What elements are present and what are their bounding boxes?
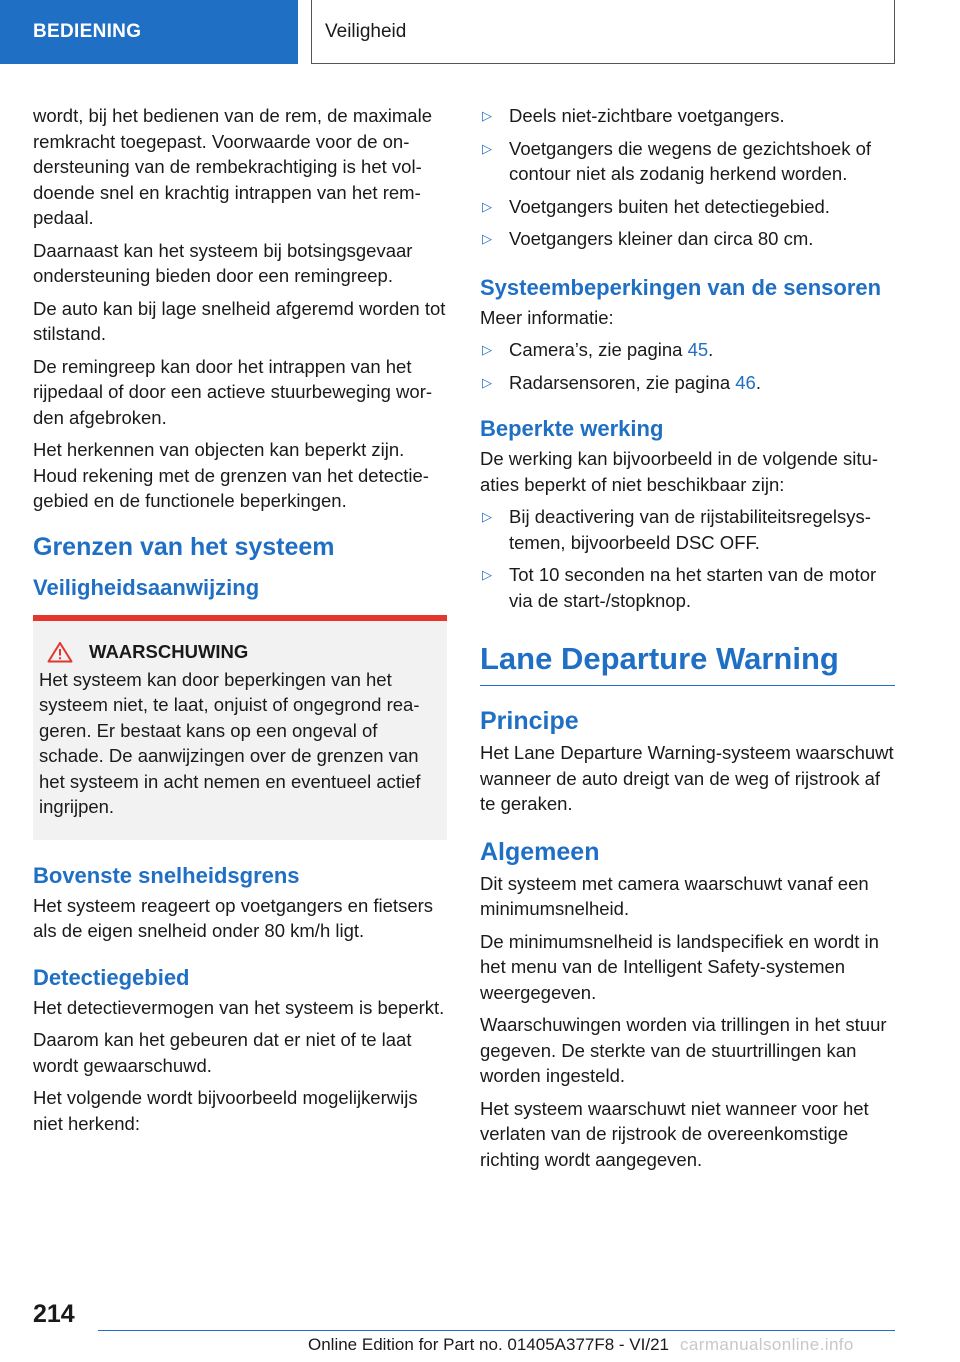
page-link-camera[interactable]: 45 — [687, 339, 709, 360]
triangle-right-icon: ▷ — [482, 108, 492, 123]
list-item — [480, 370, 895, 396]
list-item-text: Voetgangers kleiner dan circa 80 cm. — [509, 228, 814, 249]
list-item — [480, 103, 895, 129]
chapter-title: Veiligheid — [311, 0, 895, 64]
triangle-right-icon: ▷ — [482, 509, 492, 524]
list-item — [480, 504, 895, 555]
triangle-right-icon: ▷ — [482, 231, 492, 246]
paragraph: Waarschuwingen worden via trillingen in het stuur gegeven. De sterkte van de stuurtrillingen kan worden ingesteld. — [480, 1014, 887, 1086]
triangle-right-icon: ▷ — [482, 567, 492, 582]
paragraph: Het systeem reageert op voetgangers en fietsers als de eigen snelheid onder 80 km/h ligt. — [33, 894, 434, 941]
heading-safety: Veiligheidsaanwijzing — [33, 574, 260, 600]
heading-speed: Bovenste snelheidsgrens — [33, 862, 300, 888]
paragraph: Meer informatie: — [480, 306, 614, 328]
list-item-text: Tot 10 seconden na het starten van de motor via de start-/stopknop. — [509, 564, 877, 611]
list-item-text: Radarsensoren, zie pagina — [509, 371, 736, 393]
heading-detect: Detectiegebied — [33, 964, 190, 990]
list-item — [480, 562, 895, 613]
watermark: carmanualsonline.info — [680, 1335, 854, 1354]
sensor-list — [480, 337, 895, 395]
period: . — [708, 339, 714, 360]
paragraph: wordt, bij het bedienen van de rem, de maximale remkracht toegepast. Voorwaarde voor de ondersteuning van de rembekrachtiging is het voldoende snel en krachtig intrappen van het rempedaal. — [33, 105, 432, 228]
warning-triangle-icon — [47, 641, 73, 663]
heading-sensors: Systeembeperkingen van de sensoren — [480, 274, 882, 300]
page-number: 214 — [33, 1300, 75, 1328]
footer-edition: Online Edition for Part no. 01405A377F8 - VI/21 — [308, 1335, 670, 1354]
heading-limited: Beperkte werking — [480, 416, 664, 441]
heading-ldw: Lane Departure Warning — [480, 641, 839, 676]
page-link-radar[interactable]: 46 — [735, 371, 756, 393]
paragraph: Daarom kan het gebeuren dat er niet of te laat wordt gewaarschuwd. — [33, 1029, 412, 1076]
list-item — [480, 337, 895, 363]
list-item-text: Voetgangers buiten het detectiegebied. — [509, 195, 830, 217]
paragraph: De remingreep kan door het intrappen van het rijpedaal of door een actieve stuurbeweging worden afgebroken. — [33, 355, 433, 428]
paragraph: De werking kan bijvoorbeeld in de volgende situaties beperkt of niet beschikbaar zijn: — [480, 448, 878, 495]
section-tab: BEDIENING — [0, 0, 298, 64]
heading-limits: Grenzen van het systeem — [33, 532, 335, 561]
paragraph: Het Lane Departure Warning-systeem waarschuwt wanneer de auto dreigt van de weg of rijstrook af te geraken. — [480, 742, 894, 814]
paragraph: De minimumsnelheid is landspecifiek en wordt in het menu van de Intelligent Safety-systemen weergegeven. — [480, 930, 879, 1003]
heading-principle: Principe — [480, 707, 579, 735]
triangle-right-icon: ▷ — [482, 140, 492, 156]
list-item-text: Camera’s, zie pagina — [509, 339, 688, 360]
list-item-text: Deels niet-zichtbare voetgangers. — [509, 105, 785, 126]
list-item-text: Bij deactivering van de rijstabiliteitsregelsystemen, bijvoorbeeld DSC OFF. — [509, 506, 871, 553]
triangle-right-icon: ▷ — [482, 198, 492, 214]
list-item — [480, 194, 895, 220]
pedestrian-list — [480, 103, 895, 252]
warning-box — [33, 615, 447, 840]
period: . — [755, 371, 761, 393]
triangle-right-icon: ▷ — [482, 374, 492, 390]
paragraph: Het systeem waarschuwt niet wanneer voor het verlaten van de rijstrook de overeenkomstige richting wordt aangegeven. — [480, 1097, 869, 1170]
warning-title: WAARSCHUWING — [89, 640, 249, 662]
triangle-right-icon: ▷ — [482, 342, 492, 357]
warning-header — [47, 641, 439, 663]
footer-divider — [98, 1330, 895, 1331]
warning-text: Het systeem kan door beperkingen van het systeem niet, te laat, onjuist of ongegrond reageren. Er bestaat kans op een ongeval of schade. De aanwijzingen over de grenzen van het systeem in acht nemen en eventueel actief ingrijpen. — [39, 668, 421, 817]
paragraph: Het detectievermogen van het systeem is beperkt. — [33, 996, 445, 1018]
left-column — [33, 103, 447, 1143]
paragraph: Het volgende wordt bijvoorbeeld mogelijkerwijs niet herkend: — [33, 1087, 418, 1134]
heading-ldw-wrapper — [480, 639, 895, 686]
right-column — [480, 103, 895, 1179]
list-item-text: Voetgangers die wegens de gezichtshoek of contour niet als zodanig herkend worden. — [509, 137, 872, 184]
paragraph: De auto kan bij lage snelheid afgeremd worden tot stilstand. — [33, 297, 446, 344]
limited-list — [480, 504, 895, 613]
paragraph: Dit systeem met camera waarschuwt vanaf een minimumsnelheid. — [480, 872, 869, 919]
paragraph: Daarnaast kan het systeem bij botsingsgevaar ondersteuning bieden door een remingreep. — [33, 239, 413, 286]
heading-general: Algemeen — [480, 837, 600, 866]
paragraph: Het herkennen van objecten kan beperkt zijn. Houd rekening met de grenzen van het detectiegebied en de functionele beperkingen. — [33, 439, 429, 511]
list-item — [480, 136, 895, 187]
list-item — [480, 226, 895, 252]
